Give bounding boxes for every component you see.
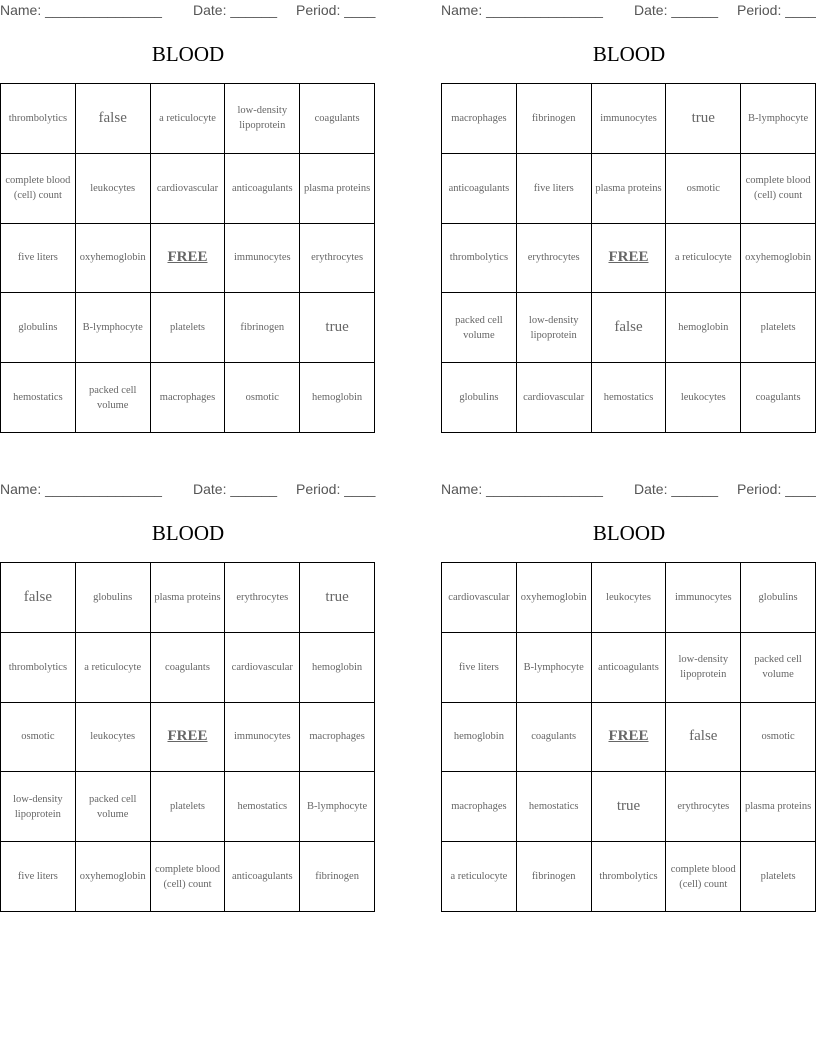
- bingo-cell: false: [1, 563, 76, 633]
- bingo-cell: five liters: [1, 842, 76, 912]
- bingo-cell: anticoagulants: [225, 154, 300, 224]
- bingo-cell: oxyhemoglobin: [517, 563, 592, 633]
- card-title: BLOOD: [592, 521, 666, 545]
- bingo-cell: five liters: [517, 154, 592, 224]
- period-field-label: Period: ____: [737, 2, 816, 18]
- bingo-grid: [441, 562, 816, 912]
- bingo-cell: coagulants: [300, 84, 375, 154]
- free-space-cell: FREE: [151, 224, 226, 294]
- bingo-cell: oxyhemoglobin: [76, 842, 151, 912]
- bingo-cell: false: [76, 84, 151, 154]
- bingo-cell: a reticulocyte: [442, 842, 517, 912]
- bingo-cell: osmotic: [666, 154, 741, 224]
- free-space-cell: FREE: [592, 224, 667, 294]
- bingo-cell: hemostatics: [225, 772, 300, 842]
- bingo-cell: globulins: [442, 363, 517, 433]
- bingo-cell: immunocytes: [225, 224, 300, 294]
- period-field-label: Period: ____: [296, 2, 376, 18]
- bingo-cell: leukocytes: [76, 154, 151, 224]
- bingo-cell: B-lymphocyte: [300, 772, 375, 842]
- period-field-label: Period: ____: [737, 481, 816, 497]
- bingo-cell: coagulants: [151, 633, 226, 703]
- bingo-cell: plasma proteins: [151, 563, 226, 633]
- bingo-cell: B-lymphocyte: [76, 293, 151, 363]
- bingo-cell: macrophages: [442, 772, 517, 842]
- free-space-cell: FREE: [592, 703, 667, 773]
- bingo-cell: platelets: [151, 772, 226, 842]
- bingo-cell: macrophages: [151, 363, 226, 433]
- bingo-cell: platelets: [741, 842, 816, 912]
- bingo-cell: cardiovascular: [442, 563, 517, 633]
- bingo-cell: false: [592, 293, 667, 363]
- bingo-cell: thrombolytics: [442, 224, 517, 294]
- bingo-cell: leukocytes: [666, 363, 741, 433]
- card-header: [0, 2, 376, 20]
- bingo-cell: erythrocytes: [225, 563, 300, 633]
- bingo-cell: oxyhemoglobin: [76, 224, 151, 294]
- free-space-cell: FREE: [151, 703, 226, 773]
- bingo-cell: B-lymphocyte: [517, 633, 592, 703]
- bingo-cell: thrombolytics: [1, 84, 76, 154]
- bingo-cell: packed cell volume: [76, 772, 151, 842]
- name-field-label: Name: _______________: [0, 481, 162, 497]
- bingo-cell: hemostatics: [517, 772, 592, 842]
- bingo-cell: fibrinogen: [517, 842, 592, 912]
- bingo-cell: anticoagulants: [442, 154, 517, 224]
- bingo-cell: five liters: [1, 224, 76, 294]
- bingo-cell: globulins: [76, 563, 151, 633]
- bingo-cell: hemostatics: [1, 363, 76, 433]
- date-field-label: Date: ______: [193, 481, 278, 497]
- date-field-label: Date: ______: [634, 2, 719, 18]
- bingo-cell: packed cell volume: [76, 363, 151, 433]
- bingo-cell: platelets: [741, 293, 816, 363]
- bingo-cell: true: [300, 293, 375, 363]
- name-field-label: Name: _______________: [441, 2, 603, 18]
- bingo-cell: osmotic: [741, 703, 816, 773]
- bingo-cell: anticoagulants: [592, 633, 667, 703]
- card-header: [441, 2, 816, 20]
- card-title: BLOOD: [151, 42, 225, 66]
- bingo-cell: hemoglobin: [300, 633, 375, 703]
- bingo-cell: hemoglobin: [666, 293, 741, 363]
- card-header: [0, 481, 376, 499]
- bingo-cell: plasma proteins: [741, 772, 816, 842]
- bingo-cell: hemostatics: [592, 363, 667, 433]
- bingo-cell: true: [666, 84, 741, 154]
- bingo-cell: low-density lipoprotein: [225, 84, 300, 154]
- bingo-cell: erythrocytes: [666, 772, 741, 842]
- bingo-cell: fibrinogen: [300, 842, 375, 912]
- bingo-cell: leukocytes: [592, 563, 667, 633]
- bingo-cell: packed cell volume: [442, 293, 517, 363]
- bingo-cell: plasma proteins: [300, 154, 375, 224]
- bingo-cell: five liters: [442, 633, 517, 703]
- bingo-cell: hemoglobin: [442, 703, 517, 773]
- bingo-cell: true: [592, 772, 667, 842]
- bingo-cell: thrombolytics: [592, 842, 667, 912]
- bingo-cell: erythrocytes: [300, 224, 375, 294]
- bingo-cell: immunocytes: [225, 703, 300, 773]
- bingo-cell: low-density lipoprotein: [666, 633, 741, 703]
- bingo-cell: anticoagulants: [225, 842, 300, 912]
- bingo-cell: complete blood (cell) count: [741, 154, 816, 224]
- bingo-cell: osmotic: [225, 363, 300, 433]
- bingo-cell: globulins: [741, 563, 816, 633]
- bingo-cell: oxyhemoglobin: [741, 224, 816, 294]
- bingo-cell: low-density lipoprotein: [517, 293, 592, 363]
- date-field-label: Date: ______: [634, 481, 719, 497]
- bingo-cell: a reticulocyte: [666, 224, 741, 294]
- bingo-grid: [441, 83, 816, 433]
- bingo-cell: globulins: [1, 293, 76, 363]
- bingo-cell: cardiovascular: [225, 633, 300, 703]
- bingo-cell: complete blood (cell) count: [1, 154, 76, 224]
- bingo-cell: complete blood (cell) count: [151, 842, 226, 912]
- bingo-cell: packed cell volume: [741, 633, 816, 703]
- period-field-label: Period: ____: [296, 481, 376, 497]
- bingo-cell: macrophages: [442, 84, 517, 154]
- card-title: BLOOD: [592, 42, 666, 66]
- bingo-cell: erythrocytes: [517, 224, 592, 294]
- bingo-cell: leukocytes: [76, 703, 151, 773]
- card-header: [441, 481, 816, 499]
- date-field-label: Date: ______: [193, 2, 278, 18]
- bingo-cell: thrombolytics: [1, 633, 76, 703]
- bingo-cell: fibrinogen: [225, 293, 300, 363]
- bingo-cell: complete blood (cell) count: [666, 842, 741, 912]
- bingo-cell: osmotic: [1, 703, 76, 773]
- bingo-cell: plasma proteins: [592, 154, 667, 224]
- bingo-cell: platelets: [151, 293, 226, 363]
- bingo-cell: fibrinogen: [517, 84, 592, 154]
- bingo-cell: hemoglobin: [300, 363, 375, 433]
- bingo-cell: macrophages: [300, 703, 375, 773]
- bingo-grid: [0, 83, 375, 433]
- bingo-cell: immunocytes: [592, 84, 667, 154]
- bingo-cell: coagulants: [741, 363, 816, 433]
- bingo-cell: a reticulocyte: [151, 84, 226, 154]
- bingo-cell: true: [300, 563, 375, 633]
- bingo-cell: B-lymphocyte: [741, 84, 816, 154]
- bingo-cell: low-density lipoprotein: [1, 772, 76, 842]
- bingo-cell: a reticulocyte: [76, 633, 151, 703]
- card-title: BLOOD: [151, 521, 225, 545]
- bingo-cell: cardiovascular: [151, 154, 226, 224]
- bingo-grid: [0, 562, 375, 912]
- name-field-label: Name: _______________: [441, 481, 603, 497]
- bingo-cell: coagulants: [517, 703, 592, 773]
- bingo-cell: immunocytes: [666, 563, 741, 633]
- name-field-label: Name: _______________: [0, 2, 162, 18]
- bingo-cell: cardiovascular: [517, 363, 592, 433]
- bingo-cell: false: [666, 703, 741, 773]
